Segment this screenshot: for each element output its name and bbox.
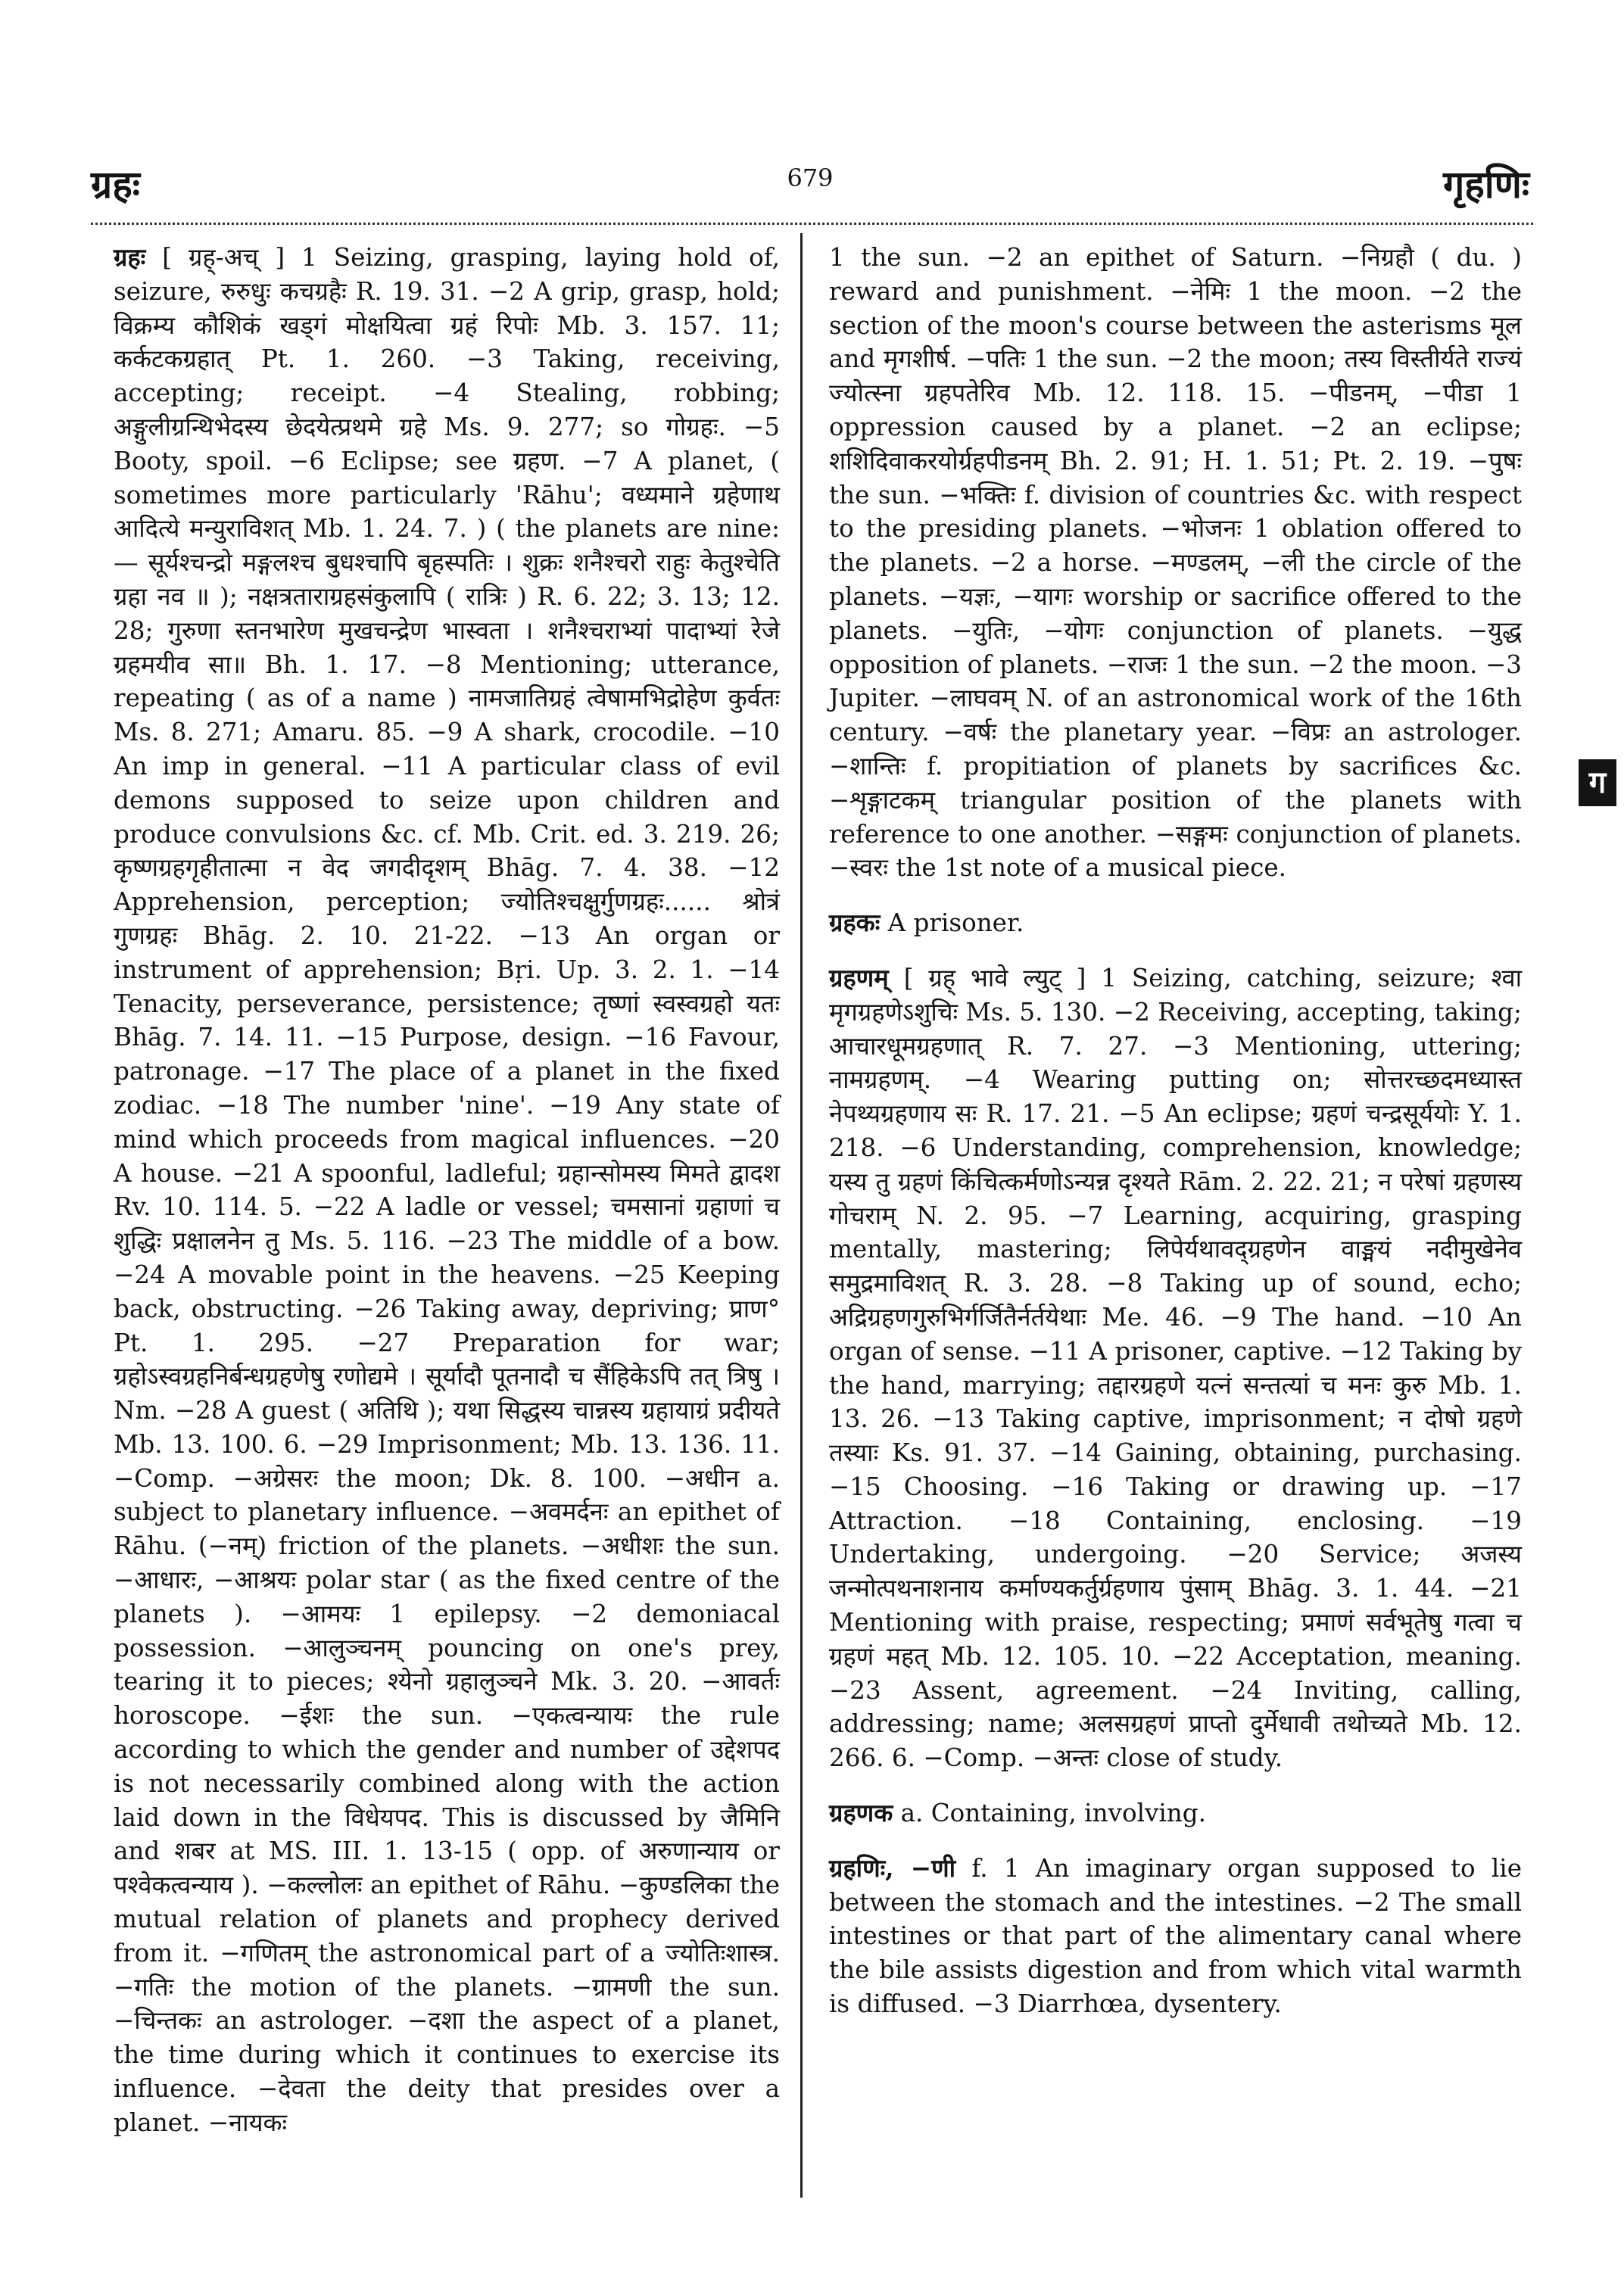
entry-headword: ग्रहणिः, −णी xyxy=(829,1852,956,1883)
entry-headword: ग्रहणक xyxy=(829,1798,893,1828)
right-column xyxy=(829,241,1522,2021)
entry-text: a. Containing, involving. xyxy=(900,1799,1207,1828)
column-divider xyxy=(800,233,803,2198)
entry-headword: ग्रहकः xyxy=(829,908,881,938)
dictionary-entry xyxy=(829,1796,1522,1830)
dictionary-entry xyxy=(829,961,1522,1775)
page-header xyxy=(91,157,1529,210)
entry-text: f. 1 An imaginary organ supposed to lie between the stomach and the intestines. −2 The small intestines or that part of the alimentary canal where the bile assists digestion and from which vital warmth is diffused. −3 Diarrhœa, dysentery. xyxy=(829,1853,1523,2019)
entry-text: [ ग्रह् भावे ल्युट् ] 1 Seizing, catching, seizure; श्वा मृगग्रहणेऽशुचिः Ms. 5. 130. −2 Receiving, accepting, taking; आचारधूमग्रहणात् R. 7. 27. −3 Mentioning, uttering; नामग्रहणम्. −4 Wearing putting on; सोत्तरच्छदमध्यास्त नेपथ्यग्रहणाय सः R. 17. 21. −5 An eclipse; ग्रहणं चन्द्रसूर्ययोः Y. 1. 218. −6 Understanding, comprehension, knowledge; यस्य तु ग्रहणं किंचित्कर्मणोऽन्यन्न दृश्यते Rām. 2. 22. 21; न परेषां ग्रहणस्य गोचराम् N. 2. 95. −7 Learning, acquiring, grasping mentally, mastering; लिपेर्यथावद्ग्रहणेन वाङ्मयं नदीमुखेनेव समुद्रमाविशत् R. 3. 28. −8 Taking up of sound, echo; अद्रिग्रहणगुरुभिर्गर्जितैर्नर्तयेथाः Me. 46. −9 The hand. −10 An organ of sense. −11 A prisoner, captive. −12 Taking by the hand, marrying; तद्दारग्रहणे यत्नं सन्तत्यां च मनः कुरु Mb. 1. 13. 26. −13 Taking captive, imprisonment; न दोषो ग्रहणे तस्याः Ks. 91. 37. −14 Gaining, obtaining, purchasing. −15 Choosing. −16 Taking or drawing up. −17 Attraction. −18 Containing, enclosing. −19 Undertaking, undergoing. −20 Service; अजस्य जन्मोत्पथनाशनाय कर्माण्यकर्तुर्ग्रहणाय पुंसाम् Bhāg. 3. 1. 44. −21 Mentioning with praise, respecting; प्रमाणं सर्वभूतेषु गत्वा च ग्रहणं महत् Mb. 12. 105. 10. −22 Acceptation, meaning. −23 Assent, agreement. −24 Inviting, calling, addressing; name; अलसग्रहणं प्राप्तो दुर्मेधावी तथोच्यते Mb. 12. 266. 6. −Comp. −अन्तः close of study. xyxy=(829,963,1523,1773)
entry-text: [ ग्रह्-अच् ] 1 Seizing, grasping, laying hold of, seizure, रुरुधुः कचग्रहैः R. 19. 31. −2 A grip, grasp, hold; विक्रम्य कौशिकं खड्गं मोक्षयित्वा ग्रहं रिपोः Mb. 3. 157. 11; कर्कटकग्रहात् Pt. 1. 260. −3 Taking, receiving, accepting; receipt. −4 Stealing, robbing; अङ्गुलीग्रन्थिभेदस्य छेदयेत्प्रथमे ग्रहे Ms. 9. 277; so गोग्रहः. −5 Booty, spoil. −6 Eclipse; see ग्रहण. −7 A planet, ( sometimes more particularly 'Rāhu'; वध्यमाने ग्रहेणाथ आदित्ये मन्युराविशत् Mb. 1. 24. 7. ) ( the planets are nine:— सूर्यश्चन्द्रो मङ्गलश्च बुधश्चापि बृहस्पतिः । शुक्रः शनैश्चरो राहुः केतुश्चेति ग्रहा नव ॥ ); नक्षत्रताराग्रहसंकुलापि ( रात्रिः ) R. 6. 22; 3. 13; 12. 28; गुरुणा स्तनभारेण मुखचन्द्रेण भास्वता । शनैश्चराभ्यां पादाभ्यां रेजे ग्रहमयीव सा॥ Bh. 1. 17. −8 Mentioning; utterance, repeating ( as of a name ) नामजातिग्रहं त्वेषामभिद्रोहेण कुर्वतः Ms. 8. 271; Amaru. 85. −9 A shark, crocodile. −10 An imp in general. −11 A particular class of evil demons supposed to seize upon children and produce convulsions &c. cf. Mb. Crit. ed. 3. 219. 26; कृष्णग्रहगृहीतात्मा न वेद जगदीदृशम् Bhāg. 7. 4. 38. −12 Apprehension, perception; ज्योतिश्चक्षुर्गुणग्रहः...... श्रोत्रं गुणग्रहः Bhāg. 2. 10. 21-22. −13 An organ or instrument of apprehension; Bṛi. Up. 3. 2. 1. −14 Tenacity, perseverance, persistence; तृष्णां स्वस्वग्रहो यतः Bhāg. 7. 14. 11. −15 Purpose, design. −16 Favour, patronage. −17 The place of a planet in the fixed zodiac. −18 The number 'nine'. −19 Any state of mind which proceeds from magical influences. −20 A house. −21 A spoonful, ladleful; ग्रहान्सोमस्य मिमते द्वादश Rv. 10. 114. 5. −22 A ladle or vessel; चमसानां ग्रहाणां च शुद्धिः प्रक्षालनेन तु Ms. 5. 116. −23 The middle of a bow. −24 A movable point in the heavens. −25 Keeping back, obstructing. −26 Taking away, depriving; प्राण° Pt. 1. 295. −27 Preparation for war; ग्रहोऽस्वग्रहनिर्बन्धग्रहणेषु रणोद्यमे । सूर्यादौ पूतनादौ च सैंहिकेऽपि तत् त्रिषु । Nm. −28 A guest ( अतिथि ); यथा सिद्धस्य चान्नस्य ग्रहायाग्रं प्रदीयते Mb. 13. 100. 6. −29 Imprisonment; Mb. 13. 136. 11. −Comp. −अग्रेसरः the moon; Dk. 8. 100. −अधीन a. subject to planetary influence. −अवमर्दनः an epithet of Rāhu. (−नम्) friction of the planets. −अधीशः the sun. −आधारः, −आश्रयः polar star ( as the fixed centre of the planets ). −आमयः 1 epilepsy. −2 demoniacal possession. −आलुञ्चनम् pouncing on one's prey, tearing it to pieces; श्येनो ग्रहालुञ्चने Mk. 3. 20. −आवर्तः horoscope. −ईशः the sun. −एकत्वन्यायः the rule according to which the gender and number of उद्देशपद is not necessarily combined along with the action laid down in the विधेयपद. This is discussed by जैमिनि and शबर at MS. III. 1. 13-15 ( opp. of अरुणान्याय or पश्वेकत्वन्याय ). −कल्लोलः an epithet of Rāhu. −कुण्डलिका the mutual relation of planets and prophecy derived from it. −गणितम् the astronomical part of a ज्योतिःशास्त्र. −गतिः the motion of the planets. −ग्रामणी the sun. −चिन्तकः an astrologer. −दशा the aspect of a planet, the time during which it continues to exercise its influence. −देवता the deity that presides over a planet. −नायकः xyxy=(114,243,780,2137)
page-number: 679 xyxy=(787,164,834,192)
dictionary-entry xyxy=(114,241,780,2140)
left-column xyxy=(114,241,780,2140)
right-guideword: गृहणिः xyxy=(1443,162,1529,207)
thumb-index-tab: ग xyxy=(1579,759,1616,806)
header-rule xyxy=(91,223,1533,225)
entry-headword: ग्रहः xyxy=(114,242,146,272)
entry-text: 1 the sun. −2 an epithet of Saturn. −निग्रहौ ( du. ) reward and punishment. −नेमिः 1 the moon. −2 the section of the moon's course between the asterisms मूल and मृगशीर्ष. −पतिः 1 the sun. −2 the moon; तस्य विस्तीर्यते राज्यं ज्योत्स्ना ग्रहपतेरिव Mb. 12. 118. 15. −पीडनम्, −पीडा 1 oppression caused by a planet. −2 an eclipse; शशिदिवाकरयोर्ग्रहपीडनम् Bh. 2. 91; H. 1. 51; Pt. 2. 19. −पुषः the sun. −भक्तिः f. division of countries &c. with respect to the presiding planets. −भोजनः 1 oblation offered to the planets. −2 a horse. −मण्डलम्, −ली the circle of the planets. −यज्ञः, −यागः worship or sacrifice offered to the planets. −युतिः, −योगः conjunction of planets. −युद्ध opposition of planets. −राजः 1 the sun. −2 the moon. −3 Jupiter. −लाघवम् N. of an astronomical work of the 16th century. −वर्षः the planetary year. −विप्रः an astrologer. −शान्तिः f. propitiation of planets by sacrifices &c. −शृङ्गाटकम् triangular position of the planets with reference to one another. −सङ्गमः conjunction of planets. −स्वरः the 1st note of a musical piece. xyxy=(829,243,1522,883)
dictionary-entry xyxy=(829,906,1522,940)
dictionary-entry xyxy=(829,241,1522,885)
left-guideword: ग्रहः xyxy=(91,162,140,207)
entry-text: A prisoner. xyxy=(887,908,1024,938)
entry-headword: ग्रहणम् xyxy=(829,962,889,992)
dictionary-entry xyxy=(829,1852,1522,2021)
